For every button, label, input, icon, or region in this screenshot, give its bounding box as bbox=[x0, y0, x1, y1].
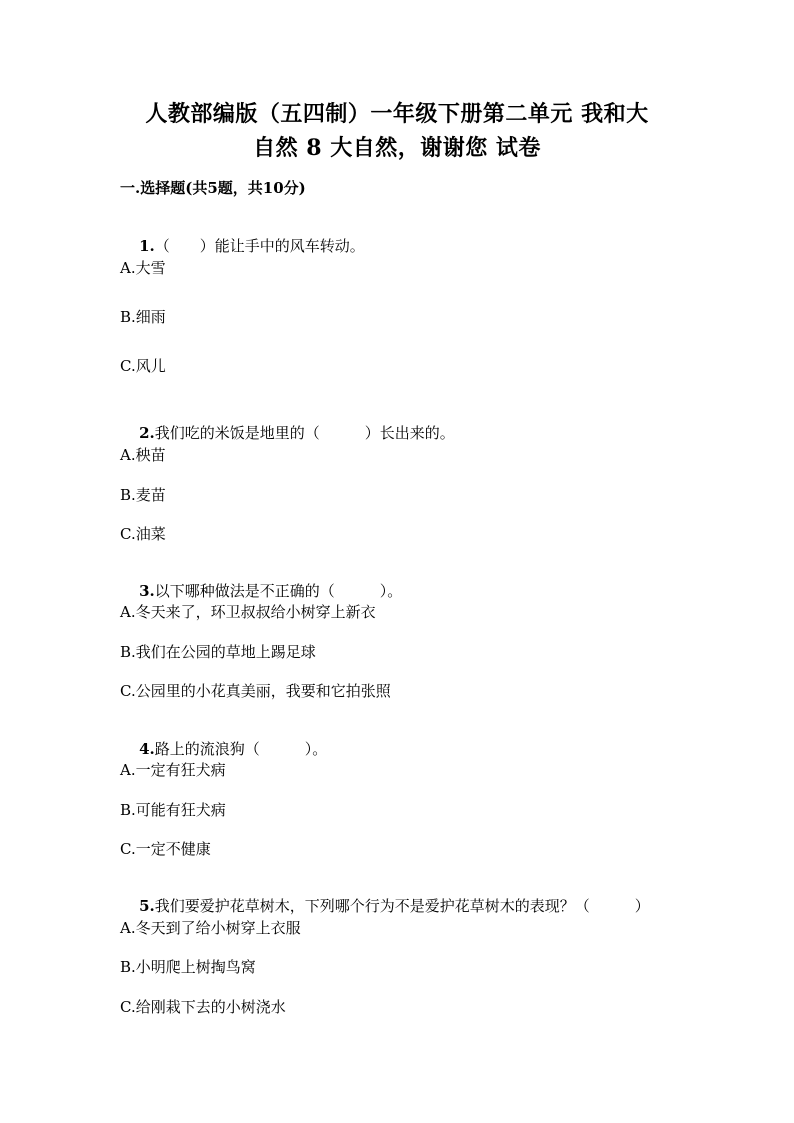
question-5-option-b: B.小明爬上树掏鸟窝 bbox=[120, 958, 256, 976]
question-4-option-b: B.可能有狂犬病 bbox=[120, 801, 226, 819]
question-4-option-a: A.一定有狂犬病 bbox=[120, 761, 226, 779]
question-5-option-a: A.冬天到了给小树穿上衣服 bbox=[120, 919, 301, 937]
question-3-option-c: C.公园里的小花真美丽，我要和它拍张照 bbox=[120, 682, 391, 700]
question-5-option-c: C.给刚栽下去的小树浇水 bbox=[120, 998, 286, 1016]
question-1-stem: （ ）能让手中的风车转动。 bbox=[154, 237, 365, 255]
exam-title-line-1: 人教部编版（五四制）一年级下册第二单元 我和大 bbox=[145, 101, 649, 127]
question-1-option-c: C.风儿 bbox=[120, 357, 166, 375]
question-1-option-b: B.细雨 bbox=[120, 308, 166, 326]
question-4-number: 4. bbox=[139, 740, 155, 758]
question-3-option-b: B.我们在公园的草地上踢足球 bbox=[120, 643, 316, 661]
question-5-stem: 我们要爱护花草树木，下列哪个行为不是爱护花草树木的表现？（ ） bbox=[154, 897, 650, 915]
question-4-option-c: C.一定不健康 bbox=[120, 840, 211, 858]
question-3-stem: 以下哪种做法是不正确的（ ）。 bbox=[154, 582, 403, 600]
exam-title-line-2: 自然 8 大自然，谢谢您 试卷 bbox=[253, 135, 541, 161]
question-2-stem: 我们吃的米饭是地里的（ ）长出来的。 bbox=[154, 424, 455, 442]
question-2 bbox=[120, 406, 455, 460]
question-2-option-c: C.油菜 bbox=[120, 525, 166, 543]
question-2-option-a: A.秧苗 bbox=[120, 446, 166, 464]
question-3-number: 3. bbox=[139, 582, 155, 600]
question-4-stem: 路上的流浪狗（ ）。 bbox=[154, 740, 328, 758]
question-5-number: 5. bbox=[139, 897, 155, 915]
section-heading: 一.选择题(共5题，共10分) bbox=[120, 179, 306, 197]
question-1-number: 1. bbox=[139, 237, 155, 255]
question-2-number: 2. bbox=[139, 424, 155, 442]
question-3-option-a: A.冬天来了，环卫叔叔给小树穿上新衣 bbox=[120, 603, 376, 621]
question-1-option-a: A.大雪 bbox=[120, 259, 166, 277]
question-2-option-b: B.麦苗 bbox=[120, 486, 166, 504]
